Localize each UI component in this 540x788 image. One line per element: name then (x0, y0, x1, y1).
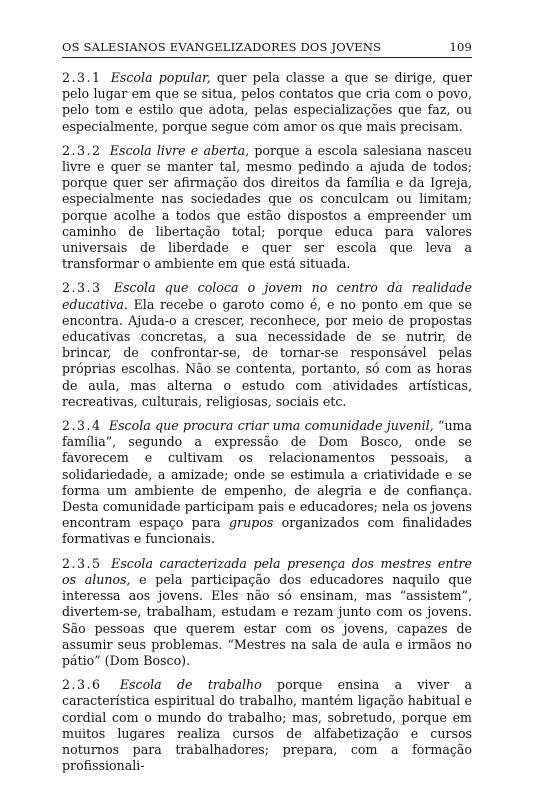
section-number: 2.3.2 (62, 142, 102, 158)
section-number: 2.3.4 (62, 418, 102, 434)
paragraph-2-3-1 (62, 70, 472, 135)
paragraph-text: quer pela classe a que se dirige, quer pelo lugar em que se situa, pelos contatos que cria com o povo, pelo tom e estilo que adota, pelas especializações que faz, ou especialmente, porque segue com amor os que mais precisam. (62, 70, 472, 134)
paragraph-2-3-6 (62, 677, 472, 774)
section-heading: Escola que coloca o jovem no centro da realidade educativa. (62, 280, 472, 312)
paragraph-2-3-4 (62, 418, 472, 548)
section-number: 2.3.3 (62, 280, 102, 296)
book-page (62, 40, 472, 782)
section-heading: Escola que procura criar uma comunidade juvenil, (108, 418, 434, 434)
section-heading: Escola caracterizada pela presença dos mestres entre os alunos, (62, 555, 472, 587)
running-title: OS SALESIANOS EVANGELIZADORES DOS JOVENS (62, 40, 382, 54)
section-heading: Escola popular, (110, 70, 211, 85)
paragraph-text-continued: organizados com finalidades formativas e funcionais. (62, 515, 472, 547)
paragraph-text: “uma família”, segundo a expressão de Dom Bosco, onde se favorecem e cultivam os relacionamentos pessoais, a solidariedade, a amizade; onde se estimula a criatividade e se forma um ambiente de empenho, de alegria e de confiança. Desta comunidade participam pais e educadores; nela os jovens encontram espaço para (62, 418, 473, 531)
paragraph-text: e pela participação dos educadores naquilo que interessa aos jovens. Eles não só ensinam, mas “assistem”, divertem-se, trabalham, estudam e rezam junto com os jovens. São pessoas que querem estar com os jovens, capazes de assumir seus problemas. “Mestres na sala de aula e irmãos no pátio” (Dom Bosco). (62, 571, 472, 668)
section-number: 2.3.5 (62, 555, 102, 571)
paragraph-text: porque ensina a viver a característica espiritual do trabalho, mantém ligação habitual e cordial com o mundo do trabalho; mas, sobretudo, porque em muitos lugares realiza cursos de alfabetização e cursos noturnos para trabalhadores; prepara, com a formação profissionali- (62, 677, 472, 774)
paragraph-2-3-3 (62, 280, 472, 410)
running-head (62, 40, 472, 58)
section-number: 2.3.6 (62, 677, 102, 693)
paragraph-2-3-5 (62, 556, 472, 669)
section-number: 2.3.1 (62, 70, 102, 85)
section-heading: Escola livre e aberta, (109, 142, 250, 158)
paragraph-text: Ela recebe o garoto como é, e no ponto em que se encontra. Ajuda-o a crescer, reconhece, por meio de propostas educativas concretas, a sua necessidade de se nutrir, de brincar, de confrontar-se, de tornar-se responsável pelas próprias escolhas. Não se contenta, portanto, só com as horas de aula, mas alterna o estudo com atividades artísticas, recreativas, culturais, religiosas, sociais etc. (62, 296, 472, 409)
paragraph-2-3-2 (62, 143, 472, 273)
inline-emphasis: grupos (229, 515, 274, 531)
page-number: 109 (449, 40, 472, 54)
section-heading: Escola de trabalho (119, 677, 262, 693)
paragraph-text: porque a escola salesiana nasceu livre e quer se manter tal, mesmo pedindo a ajuda de todos; porque quer ser afirmação dos direitos da família e da Igreja, especialmente nas sociedades que os conculcam ou limitam; porque acolhe a todos que estão dispostos a empreender um caminho de libertação total; porque educa para valores universais de liberdade e quer ser escola que leva a transformar o ambiente em que está situada. (62, 142, 472, 272)
